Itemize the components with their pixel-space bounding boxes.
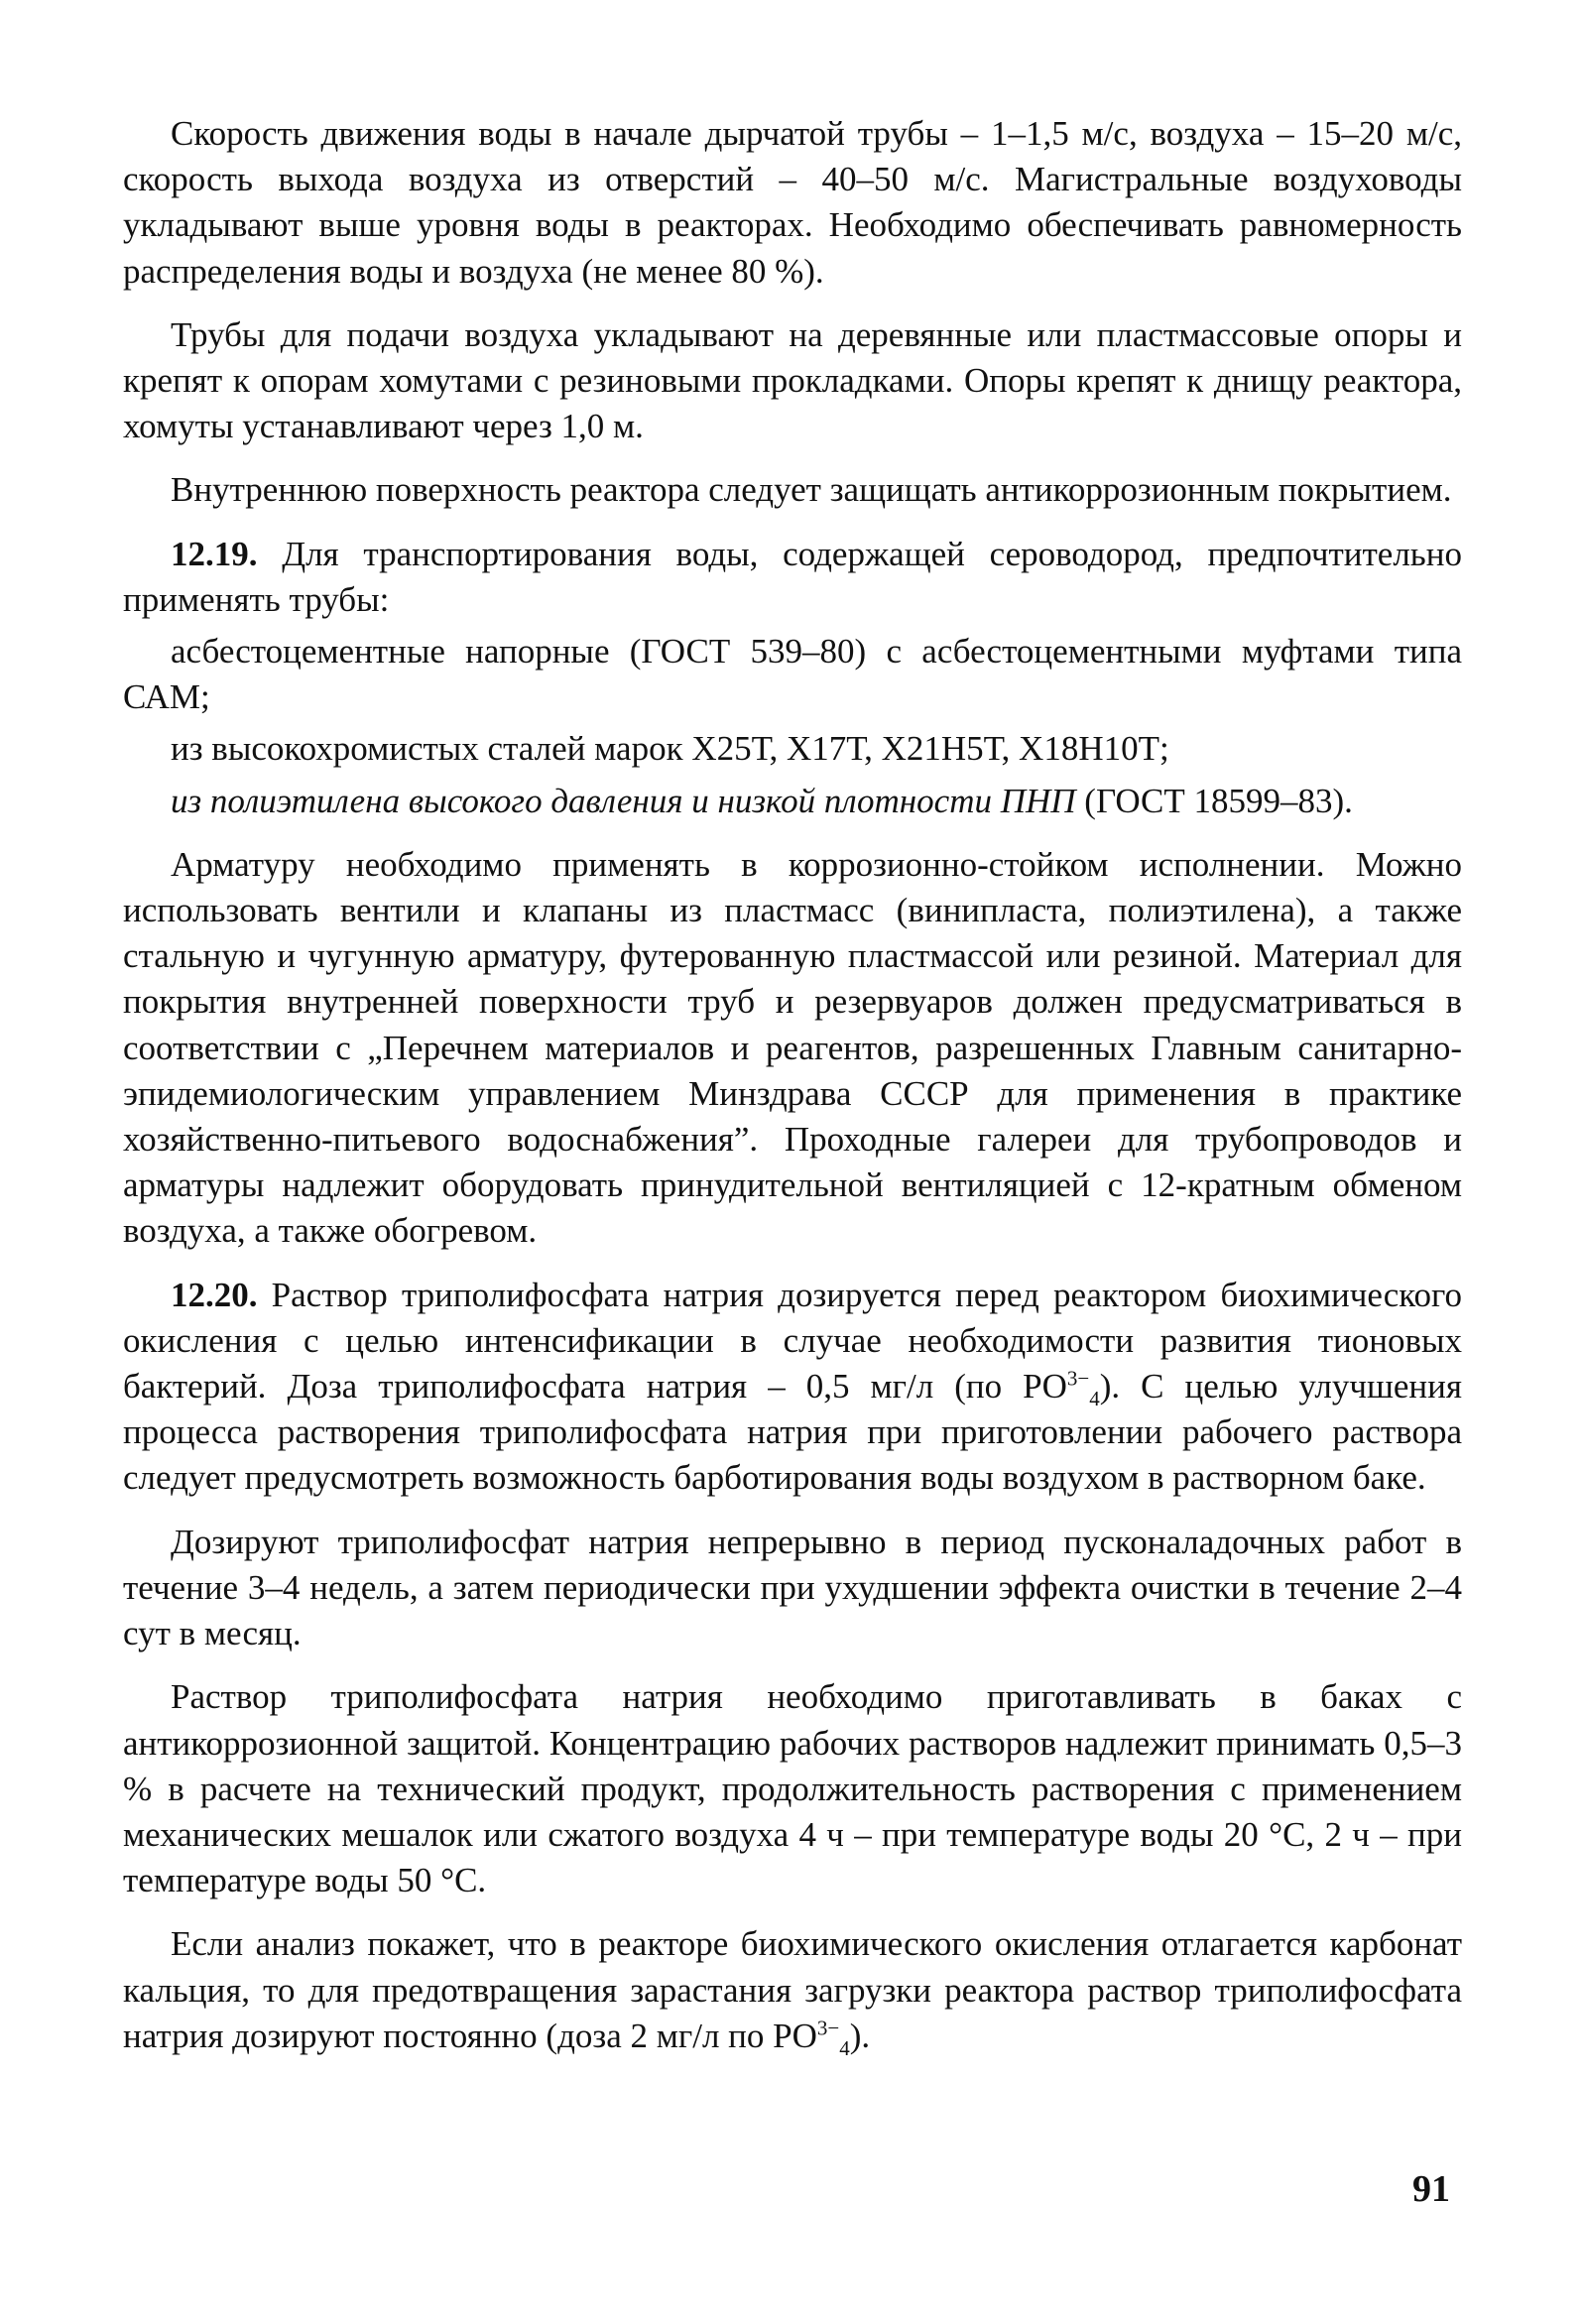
body-text [123, 111, 1462, 2059]
list-item-polyethylene [123, 779, 1462, 824]
superscript-charge: 3− [1066, 1366, 1090, 1391]
page-number: 91 [1412, 2168, 1450, 2210]
paragraph-reactor-coating: Внутреннюю поверхность реактора следует защищать антикоррозионным покрытием. [171, 470, 1452, 510]
paragraph-fittings: Арматуру необходимо применять в коррозионно-стойком исполнении. Можно использовать вентили и клапаны из пластмасс (винипласта, полиэтилена), а также стальную и чугунную арматуру, футерованную пластмассой или резиной. Материал для покрытия внутренней поверхности труб и резервуаров должен предусматриваться в соответствии с „Перечнем материалов и реагентов, разрешенных Главным санитарно-эпидемиологическим управлением Минздрава СССР для применения в практике хозяйственно-питьевого водоснабжения”. Проходные галереи для трубопроводов и арматуры надлежит оборудовать принудительной вентиляцией с 12-кратным обменом воздуха, а также обогревом. [123, 844, 1462, 1251]
list-item-steel: из высокохромистых сталей марок Х25Т, Х17Т, Х21Н5Т, Х18Н10Т; [171, 729, 1169, 769]
subscript-index: 4 [839, 2035, 850, 2060]
paragraph-text: Для транспортирования воды, содержащей сероводород, предпочтительно применять трубы: [123, 534, 1462, 619]
subscript-index: 4 [1089, 1387, 1100, 1411]
polyethylene-italic-text: из полиэтилена высокого давления и низкой плотности ПНП [171, 781, 1076, 820]
list-item-asbestos: асбестоцементные напорные (ГОСТ 539–80) с асбестоцементными муфтами типа САМ; [123, 632, 1462, 717]
section-number: 12.19. [171, 534, 258, 573]
paragraph-air-velocity: Скорость движения воды в начале дырчатой трубы – 1–1,5 м/с, воздуха – 15–20 м/с, скорость выхода воздуха из отверстий – 40–50 м/с. Магистральные воздуховоды укладывают выше уровня воды в реакторах. Необходимо обеспечивать равномерность распределения воды и воздуха (не менее 80 %). [123, 114, 1462, 291]
paragraph-text-a: Если анализ покажет, что в реакторе биохимического окисления отлагается карбонат кальция, то для предотвращения зарастания загрузки реактора раствор триполифосфата натрия дозируют постоянно (доза 2 мг/л по PO [123, 1924, 1462, 2055]
superscript-charge: 3− [816, 2016, 840, 2040]
paragraph-text-a: Раствор триполифосфата натрия дозируется перед реактором биохимического окисления с целью интенсификации в случае необходимости развития тионовых бактерий. Доза триполифосфата натрия – 0,5 мг/л (по PO [123, 1275, 1463, 1407]
paragraph-dosing-schedule: Дозируют триполифосфат натрия непрерывно в период пусконаладочных работ в течение 3–4 недель, а затем периодически при ухудшении эффекта очистки в течение 2–4 сут в месяц. [123, 1522, 1462, 1653]
paragraph-12-20 [123, 1273, 1462, 1502]
paragraph-solution-prep: Раствор триполифосфата натрия необходимо приготавливать в баках с антикоррозионной защитой. Концентрацию рабочих растворов надлежит принимать 0,5–3 % в расчете на технический продукт, продолжительность растворения с применением механических мешалок или сжатого воздуха 4 ч – при температуре воды 20 °С, 2 ч – при температуре воды 50 °С. [123, 1677, 1462, 1900]
paragraph-pipe-supports: Трубы для подачи воздуха укладывают на деревянные или пластмассовые опоры и крепят к опорам хомутами с резиновыми прокладками. Опоры крепят к днищу реактора, хомуты устанавливают через 1,0 м. [123, 314, 1462, 446]
paragraph-text-b: ). [849, 2016, 871, 2055]
paragraph-12-19 [123, 532, 1462, 623]
gost-reference: (ГОСТ 18599–83). [1084, 781, 1353, 820]
paragraph-text-b: ). С целью улучшения процесса растворения триполифосфата натрия при приготовлении рабочего раствора следует предусмотреть возможность барботирования воды воздухом в растворном баке. [123, 1367, 1462, 1498]
paragraph-calcium-carbonate [123, 1921, 1462, 2059]
section-number: 12.20. [171, 1275, 258, 1314]
